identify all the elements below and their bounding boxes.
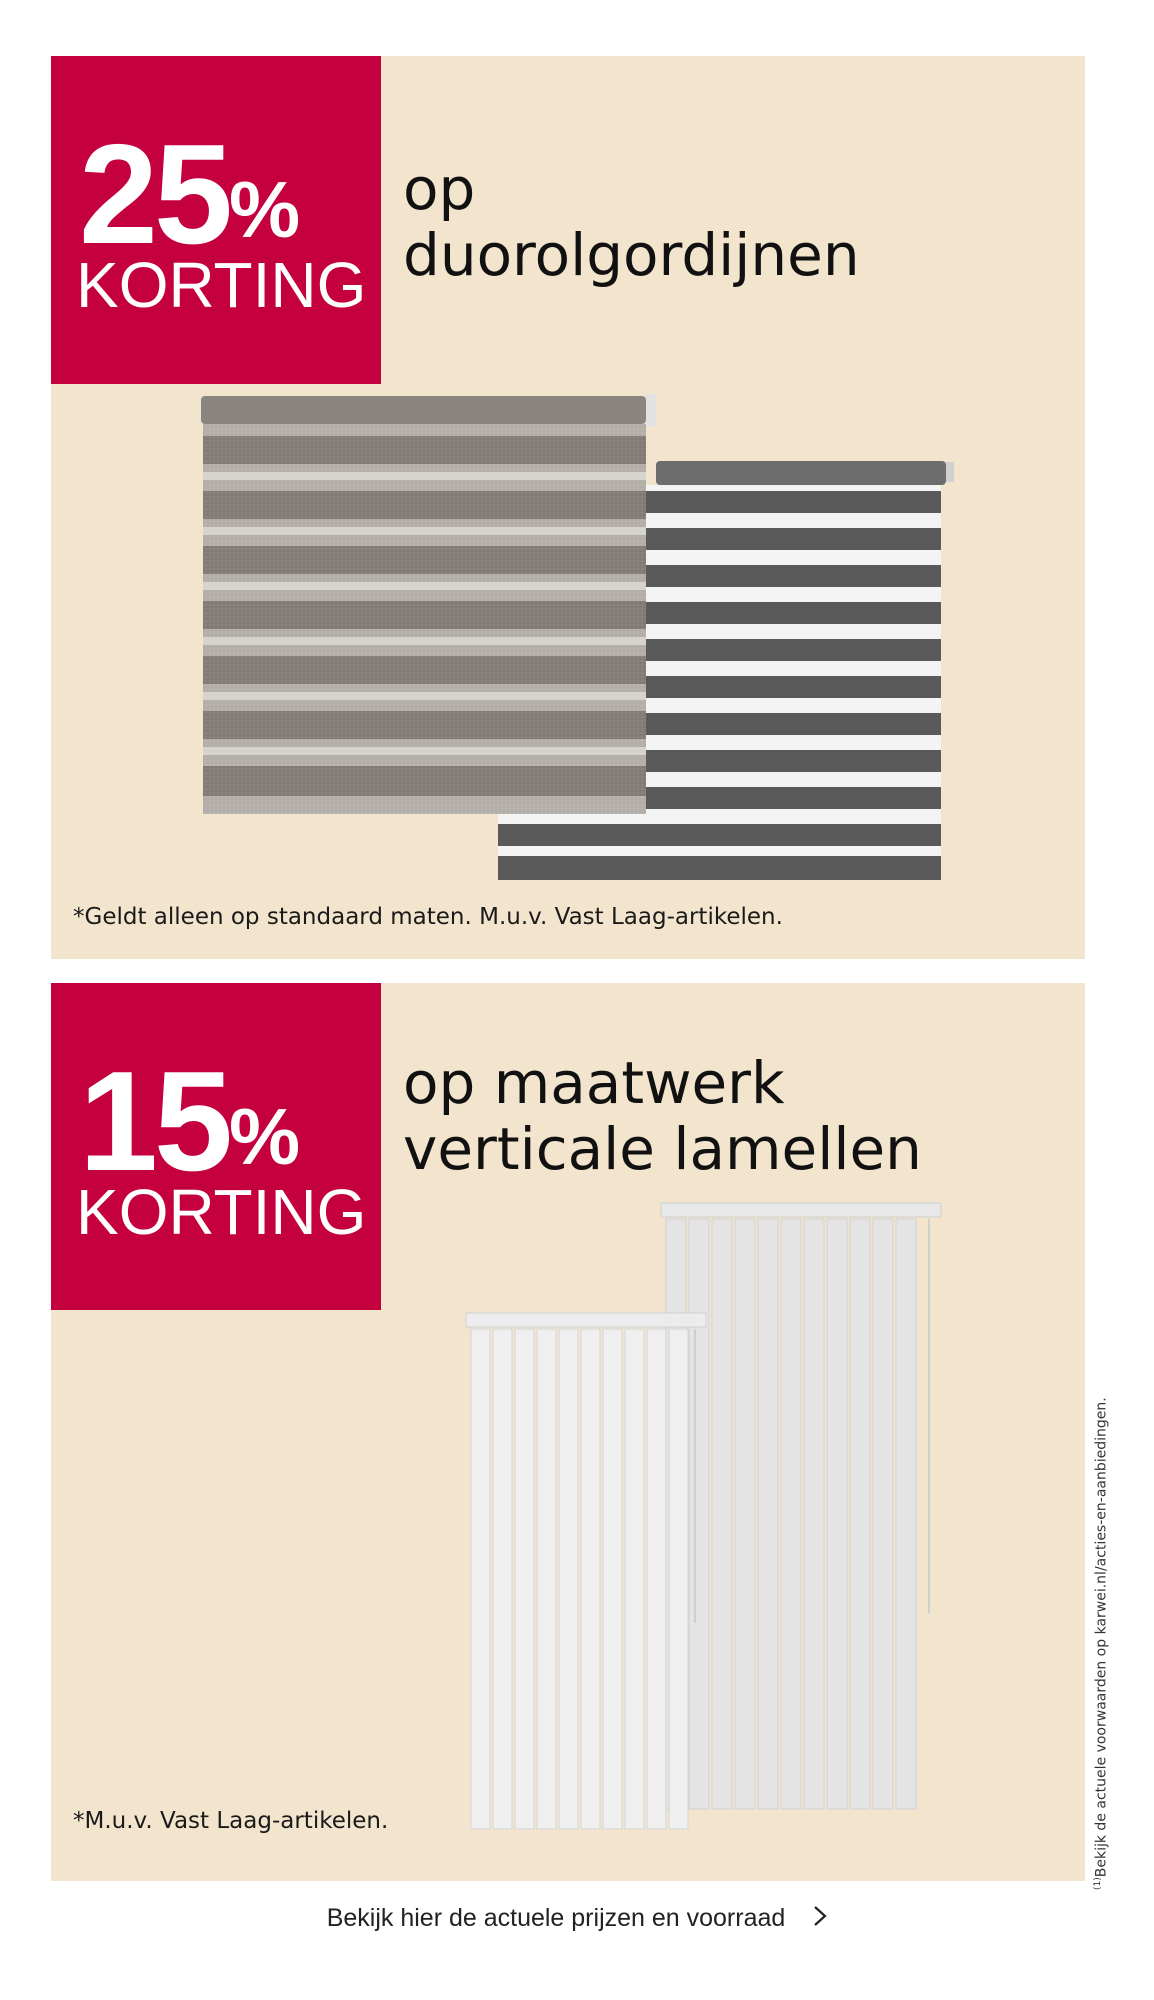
cta-label: Bekijk hier de actuele prijzen en voorraad bbox=[326, 1903, 786, 1932]
discount-percentage: 15% bbox=[79, 1042, 301, 1201]
discount-label: KORTING bbox=[76, 1176, 367, 1248]
promo-headline: op maatwerk verticale lamellen bbox=[403, 1049, 922, 1183]
discount-badge bbox=[51, 983, 381, 1310]
promo-disclaimer: *M.u.v. Vast Laag-artikelen. bbox=[73, 1808, 389, 1834]
vertical-blinds-image bbox=[461, 1193, 1001, 1833]
discount-badge bbox=[51, 56, 381, 384]
terms-side-note: $^{(1)}$Bekijk de actuele voorwaarden op karwei.nl/acties-en-aanbiedingen. bbox=[1093, 1397, 1110, 1890]
light-duo-blind bbox=[201, 394, 656, 814]
discount-percentage: 25% bbox=[79, 115, 301, 274]
promo-panel-duorolgordijnen bbox=[51, 56, 1085, 959]
vertical-blind-front bbox=[466, 1313, 706, 1829]
view-prices-stock-link[interactable] bbox=[0, 1890, 1154, 1946]
chevron-right-icon bbox=[813, 1903, 827, 1934]
duo-roller-blinds-image bbox=[201, 336, 1021, 881]
promo-headline: op duorolgordijnen bbox=[403, 155, 860, 289]
discount-label: KORTING bbox=[76, 249, 367, 321]
promo-panel-verticale-lamellen bbox=[51, 983, 1085, 1881]
promo-disclaimer: *Geldt alleen op standaard maten. M.u.v. Vast Laag-artikelen. bbox=[73, 904, 783, 930]
vertical-blind-back bbox=[661, 1203, 941, 1809]
